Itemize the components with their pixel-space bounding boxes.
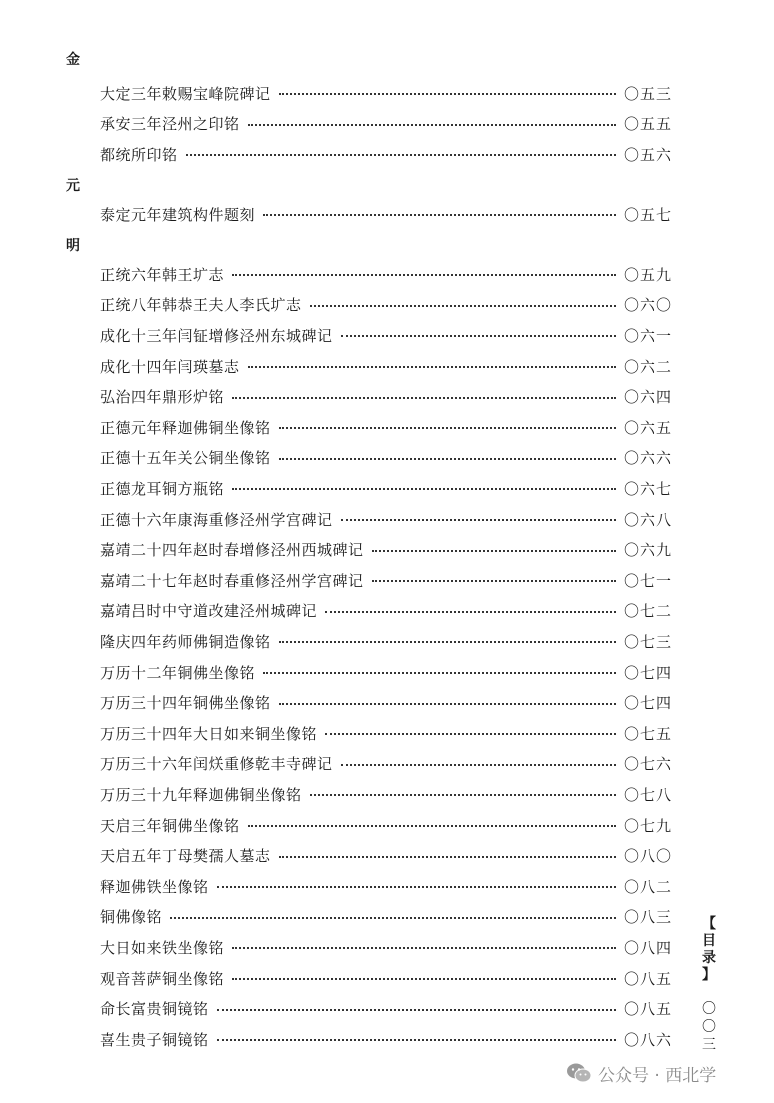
toc-entry — [100, 293, 672, 317]
dot-leader — [341, 764, 616, 766]
toc-entry — [100, 262, 672, 286]
toc-entry-page: 〇五七 — [623, 205, 672, 224]
toc-entry-page: 〇五五 — [623, 115, 672, 134]
toc-entry — [100, 142, 672, 166]
toc-entry — [100, 752, 672, 776]
toc-entry-title: 万历十二年铜佛坐像铭 — [100, 663, 256, 682]
toc-entry-title: 隆庆四年药师佛铜造像铭 — [100, 632, 271, 651]
toc-entry-page: 〇六九 — [623, 541, 672, 560]
toc-entry-page: 〇五九 — [623, 265, 672, 284]
toc-entry-page: 〇七四 — [623, 663, 672, 682]
toc-entry — [100, 112, 672, 136]
toc-entry — [100, 966, 672, 990]
toc-entry-title: 成化十四年闫瑛墓志 — [100, 357, 240, 376]
toc-entry — [100, 81, 672, 105]
toc-entry-page: 〇六四 — [623, 388, 672, 407]
dot-leader — [170, 917, 616, 919]
toc-entry-page: 〇五六 — [623, 145, 672, 164]
toc-entry-page: 〇六一 — [623, 326, 672, 345]
toc-entry-page: 〇八二 — [623, 877, 672, 896]
toc-entry-page: 〇七九 — [623, 816, 672, 835]
toc-entry-page: 〇七一 — [623, 571, 672, 590]
toc-entry — [100, 446, 672, 470]
toc-entry — [100, 844, 672, 868]
side-page-char: 〇 — [702, 1001, 716, 1017]
dot-leader — [325, 733, 616, 735]
dot-leader — [279, 93, 616, 95]
side-page-char: 〇 — [702, 1019, 716, 1035]
toc-entry-page: 〇七五 — [623, 724, 672, 743]
toc-entry-page: 〇六五 — [623, 418, 672, 437]
toc-entry-title: 命长富贵铜镜铭 — [100, 1000, 209, 1019]
toc-entry — [100, 782, 672, 806]
toc-entry — [100, 813, 672, 837]
toc-entry-title: 正统六年韩王圹志 — [100, 265, 225, 284]
toc-entry-page: 〇七三 — [623, 632, 672, 651]
toc-entry-page: 〇七二 — [623, 602, 672, 621]
toc-entry-title: 成化十三年闫钲增修泾州东城碑记 — [100, 326, 333, 345]
toc-entry — [100, 354, 672, 378]
toc-entry-title: 天启三年铜佛坐像铭 — [100, 816, 240, 835]
toc-entry-page: 〇八〇 — [623, 847, 672, 866]
toc-entry-title: 都统所印铭 — [100, 145, 178, 164]
dot-leader — [279, 856, 616, 858]
toc-entry-page: 〇六六 — [623, 449, 672, 468]
dot-leader — [341, 519, 616, 521]
side-label-char: 】 — [702, 967, 716, 983]
toc-entry-page: 〇七八 — [623, 785, 672, 804]
toc-entry-page: 〇六二 — [623, 357, 672, 376]
side-label-char: 【 — [702, 916, 716, 932]
toc-entry-title: 万历三十六年闰烪重修乾丰寺碑记 — [100, 755, 333, 774]
toc-entry-title: 万历三十九年释迦佛铜坐像铭 — [100, 785, 302, 804]
toc-entry — [100, 599, 672, 623]
toc-entry-page: 〇八三 — [623, 908, 672, 927]
toc-entry-page: 〇六七 — [623, 479, 672, 498]
toc-entry-title: 天启五年丁母樊孺人墓志 — [100, 847, 271, 866]
toc-entry — [100, 415, 672, 439]
dot-leader — [232, 978, 616, 980]
toc-entry-page: 〇八五 — [623, 969, 672, 988]
side-section-label — [697, 916, 721, 984]
dot-leader — [217, 886, 616, 888]
dot-leader — [341, 335, 616, 337]
toc-entry — [100, 691, 672, 715]
toc-entry — [100, 629, 672, 653]
toc-entry-title: 正德十五年关公铜坐像铭 — [100, 449, 271, 468]
toc-entry-title: 喜生贵子铜镜铭 — [100, 1030, 209, 1049]
dot-leader — [325, 611, 616, 613]
toc-entry-title: 正德龙耳铜方瓶铭 — [100, 479, 225, 498]
toc-entry — [100, 538, 672, 562]
dot-leader — [232, 488, 616, 490]
side-label-char: 目 — [702, 933, 716, 949]
toc-entry-title: 观音菩萨铜坐像铭 — [100, 969, 225, 988]
dot-leader — [232, 947, 616, 949]
toc-entry — [100, 1027, 672, 1051]
toc-entry — [100, 568, 672, 592]
toc-entry-title: 万历三十四年大日如来铜坐像铭 — [100, 724, 318, 743]
toc-entry-page: 〇六八 — [623, 510, 672, 529]
watermark — [566, 1058, 716, 1088]
toc-entry — [100, 202, 672, 226]
dot-leader — [186, 154, 616, 156]
toc-entry-page: 〇五三 — [623, 84, 672, 103]
dot-leader — [232, 274, 616, 276]
toc-entry-page: 〇七四 — [623, 694, 672, 713]
toc-entry-title: 承安三年泾州之印铭 — [100, 115, 240, 134]
side-page-char: 三 — [702, 1037, 716, 1053]
dot-leader — [232, 397, 616, 399]
toc-entry — [100, 997, 672, 1021]
toc-entry — [100, 323, 672, 347]
toc-entry-page: 〇七六 — [623, 755, 672, 774]
toc-entry — [100, 476, 672, 500]
dot-leader — [248, 124, 616, 126]
section-heading: 元 — [66, 178, 80, 195]
toc-entry-page: 〇八五 — [623, 1000, 672, 1019]
dot-leader — [310, 794, 616, 796]
toc-entry-page: 〇八六 — [623, 1030, 672, 1049]
toc-entry-title: 嘉靖吕时中守道改建泾州城碑记 — [100, 602, 318, 621]
toc-entry — [100, 905, 672, 929]
toc-entry-title: 大定三年敕赐宝峰院碑记 — [100, 84, 271, 103]
dot-leader — [217, 1039, 616, 1041]
toc-entry-title: 释迦佛铁坐像铭 — [100, 877, 209, 896]
toc-entry-title: 大日如来铁坐像铭 — [100, 938, 225, 957]
dot-leader — [279, 641, 616, 643]
wechat-icon — [566, 1062, 592, 1084]
toc-entry-title: 弘治四年鼎形炉铭 — [100, 388, 225, 407]
dot-leader — [248, 825, 616, 827]
toc-entry-title: 铜佛像铭 — [100, 908, 163, 927]
dot-leader — [372, 550, 616, 552]
toc-entry — [100, 507, 672, 531]
section-heading: 金 — [66, 52, 80, 68]
side-page-number — [697, 1000, 721, 1054]
side-label-char: 录 — [702, 950, 716, 966]
section-heading: 明 — [66, 238, 80, 255]
toc-entry — [100, 385, 672, 409]
toc-entry-page: 〇八四 — [623, 938, 672, 957]
toc-entry — [100, 874, 672, 898]
toc-entry — [100, 721, 672, 745]
toc-entry-title: 正德十六年康海重修泾州学宫碑记 — [100, 510, 333, 529]
dot-leader — [263, 214, 616, 216]
dot-leader — [217, 1009, 616, 1011]
dot-leader — [248, 366, 616, 368]
dot-leader — [263, 672, 616, 674]
dot-leader — [310, 305, 616, 307]
toc-entry-title: 正统八年韩恭王夫人李氏圹志 — [100, 296, 302, 315]
toc-entry — [100, 660, 672, 684]
dot-leader — [279, 427, 616, 429]
toc-entry-title: 嘉靖二十七年赵时春重修泾州学宫碑记 — [100, 571, 364, 590]
dot-leader — [372, 580, 616, 582]
dot-leader — [279, 458, 616, 460]
toc-entry-title: 泰定元年建筑构件题刻 — [100, 205, 256, 224]
watermark-text: 公众号 · 西北学 — [598, 1065, 717, 1086]
toc-entry-page: 〇六〇 — [623, 296, 672, 315]
toc-entry-title: 正德元年释迦佛铜坐像铭 — [100, 418, 271, 437]
toc-entry-title: 万历三十四年铜佛坐像铭 — [100, 694, 271, 713]
dot-leader — [279, 703, 616, 705]
toc-entry — [100, 935, 672, 959]
toc-entry-title: 嘉靖二十四年赵时春增修泾州西城碑记 — [100, 541, 364, 560]
